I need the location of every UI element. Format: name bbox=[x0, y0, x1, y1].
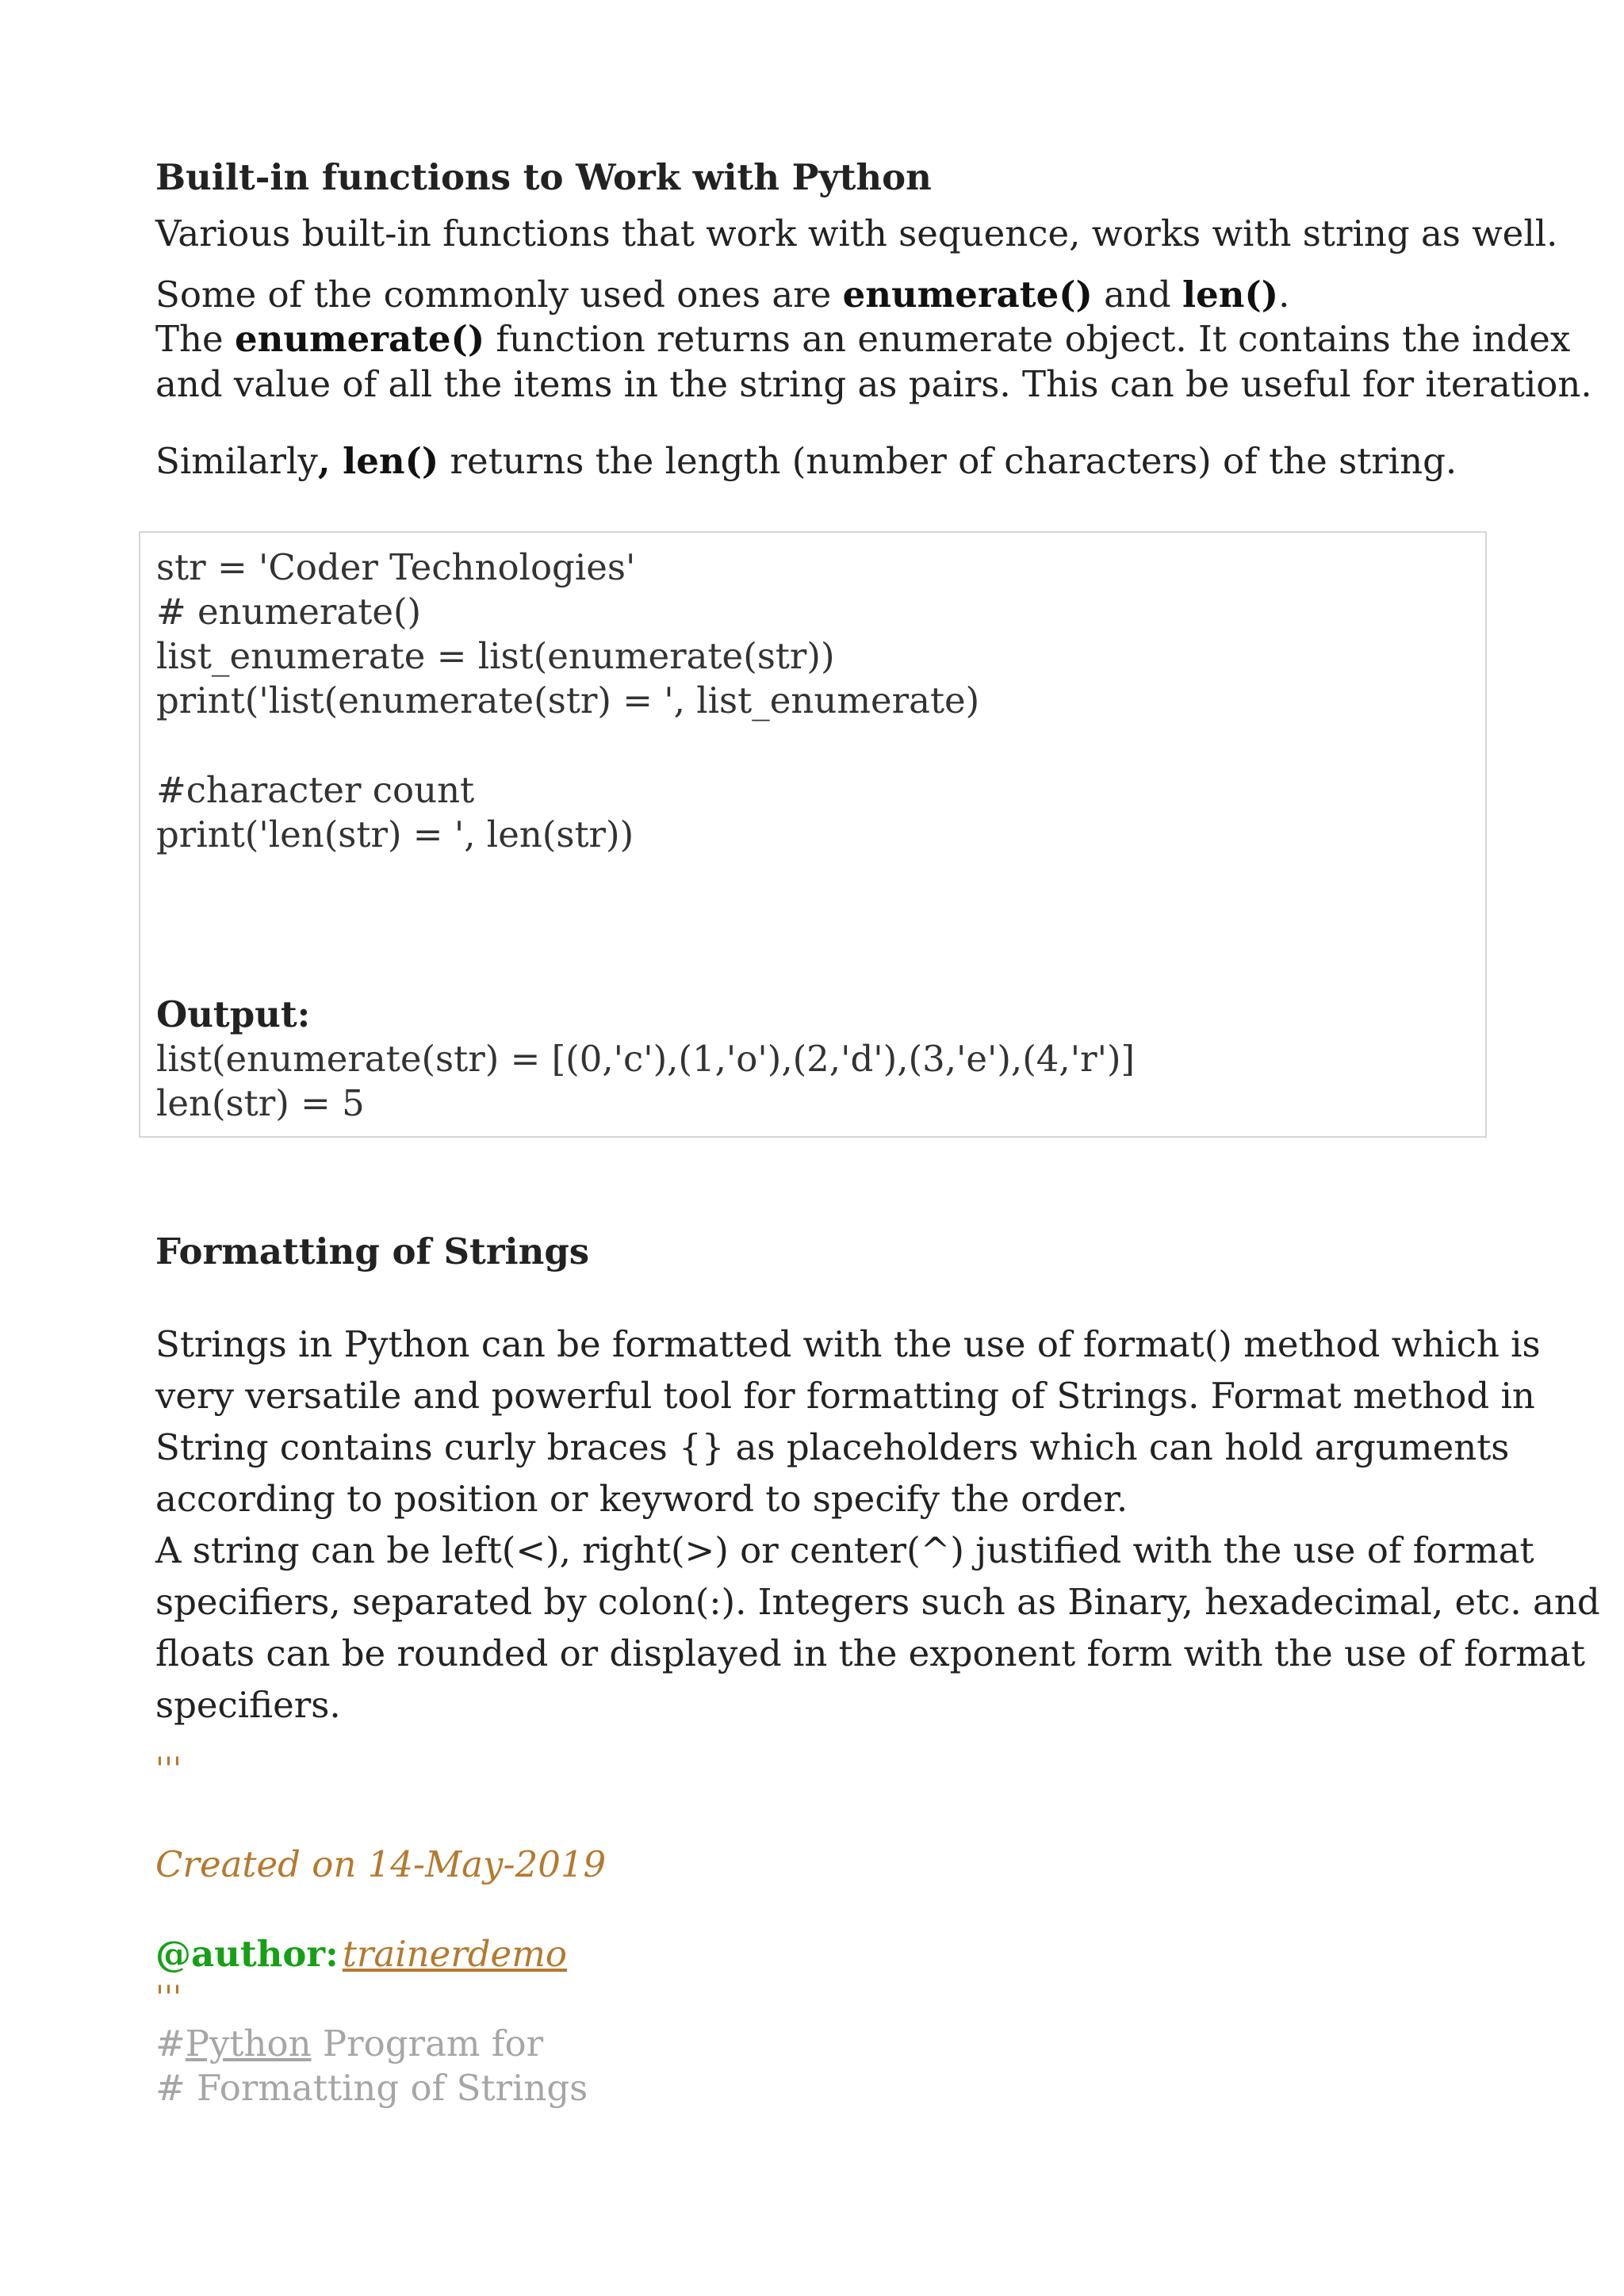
paragraph-line: specifiers, separated by colon(:). Integers such as Binary, hexadecimal, etc. and bbox=[155, 1581, 1600, 1623]
comment-line-1 bbox=[155, 2022, 543, 2066]
intro-line-4: and value of all the items in the string as pairs. This can be useful for iteration. bbox=[155, 363, 1592, 405]
comment-line-2: # Formatting of Strings bbox=[155, 2067, 588, 2109]
hash: # bbox=[155, 2022, 186, 2064]
section-heading-builtin: Built-in functions to Work with Python bbox=[155, 156, 932, 198]
author-label: @author: bbox=[155, 1933, 339, 1975]
text: Some of the commonly used ones are bbox=[155, 274, 843, 316]
intro-line-2 bbox=[155, 272, 1289, 317]
intro-line-1: Various built-in functions that work with sequence, works with string as well. bbox=[155, 212, 1558, 254]
intro-line-3 bbox=[155, 316, 1570, 362]
text: function returns an enumerate object. It contains the index bbox=[485, 318, 1571, 360]
code-line: str = 'Coder Technologies' bbox=[156, 546, 636, 588]
paragraph-line: according to position or keyword to specify the order. bbox=[155, 1478, 1128, 1520]
python-link[interactable]: Python bbox=[185, 2022, 312, 2064]
paragraph-line: very versatile and powerful tool for formatting of Strings. Format method in bbox=[155, 1375, 1535, 1417]
bold-len: , len() bbox=[317, 440, 439, 482]
code-line: # enumerate() bbox=[156, 591, 422, 633]
formatting-paragraph bbox=[155, 1318, 1600, 1731]
author-name-link[interactable]: trainerdemo bbox=[342, 1933, 567, 1975]
code-line: print('list(enumerate(str) = ', list_enumerate) bbox=[156, 679, 980, 721]
text: The bbox=[155, 318, 235, 360]
code-box bbox=[139, 531, 1487, 1138]
bold-enumerate: enumerate() bbox=[234, 318, 485, 360]
code-line: print('len(str) = ', len(str)) bbox=[156, 813, 634, 855]
paragraph-line: specifiers. bbox=[155, 1684, 341, 1726]
output-title: Output: bbox=[156, 993, 311, 1035]
paragraph-line: A string can be left(<), right(>) or center(^) justified with the use of format bbox=[155, 1529, 1534, 1571]
intro-line-5 bbox=[155, 438, 1457, 484]
code-line: #character count bbox=[156, 769, 475, 811]
docstring-close-quote: ''' bbox=[155, 1980, 182, 2016]
docstring-open-quote: ''' bbox=[155, 1751, 182, 1788]
output-line: list(enumerate(str) = [(0,'c'),(1,'o'),(2,'d'),(3,'e'),(4,'r')] bbox=[156, 1038, 1136, 1080]
text: Program for bbox=[311, 2022, 544, 2064]
text: . bbox=[1278, 274, 1290, 316]
author-line bbox=[155, 1932, 567, 1984]
created-date: Created on 14-May-2019 bbox=[155, 1843, 607, 1885]
output-line: len(str) = 5 bbox=[156, 1082, 365, 1124]
section-heading-formatting: Formatting of Strings bbox=[155, 1230, 590, 1272]
text: and bbox=[1092, 274, 1183, 316]
paragraph-line: Strings in Python can be formatted with the use of format() method which is bbox=[155, 1323, 1541, 1365]
code-line: list_enumerate = list(enumerate(str)) bbox=[156, 635, 835, 677]
paragraph-line: floats can be rounded or displayed in the exponent form with the use of format bbox=[155, 1632, 1585, 1674]
paragraph-line: String contains curly braces {} as placeholders which can hold arguments bbox=[155, 1426, 1510, 1468]
text: returns the length (number of characters) of the string. bbox=[439, 440, 1457, 482]
bold-enumerate: enumerate() bbox=[842, 274, 1093, 316]
text: Similarly bbox=[155, 440, 318, 482]
bold-len: len() bbox=[1182, 274, 1279, 316]
